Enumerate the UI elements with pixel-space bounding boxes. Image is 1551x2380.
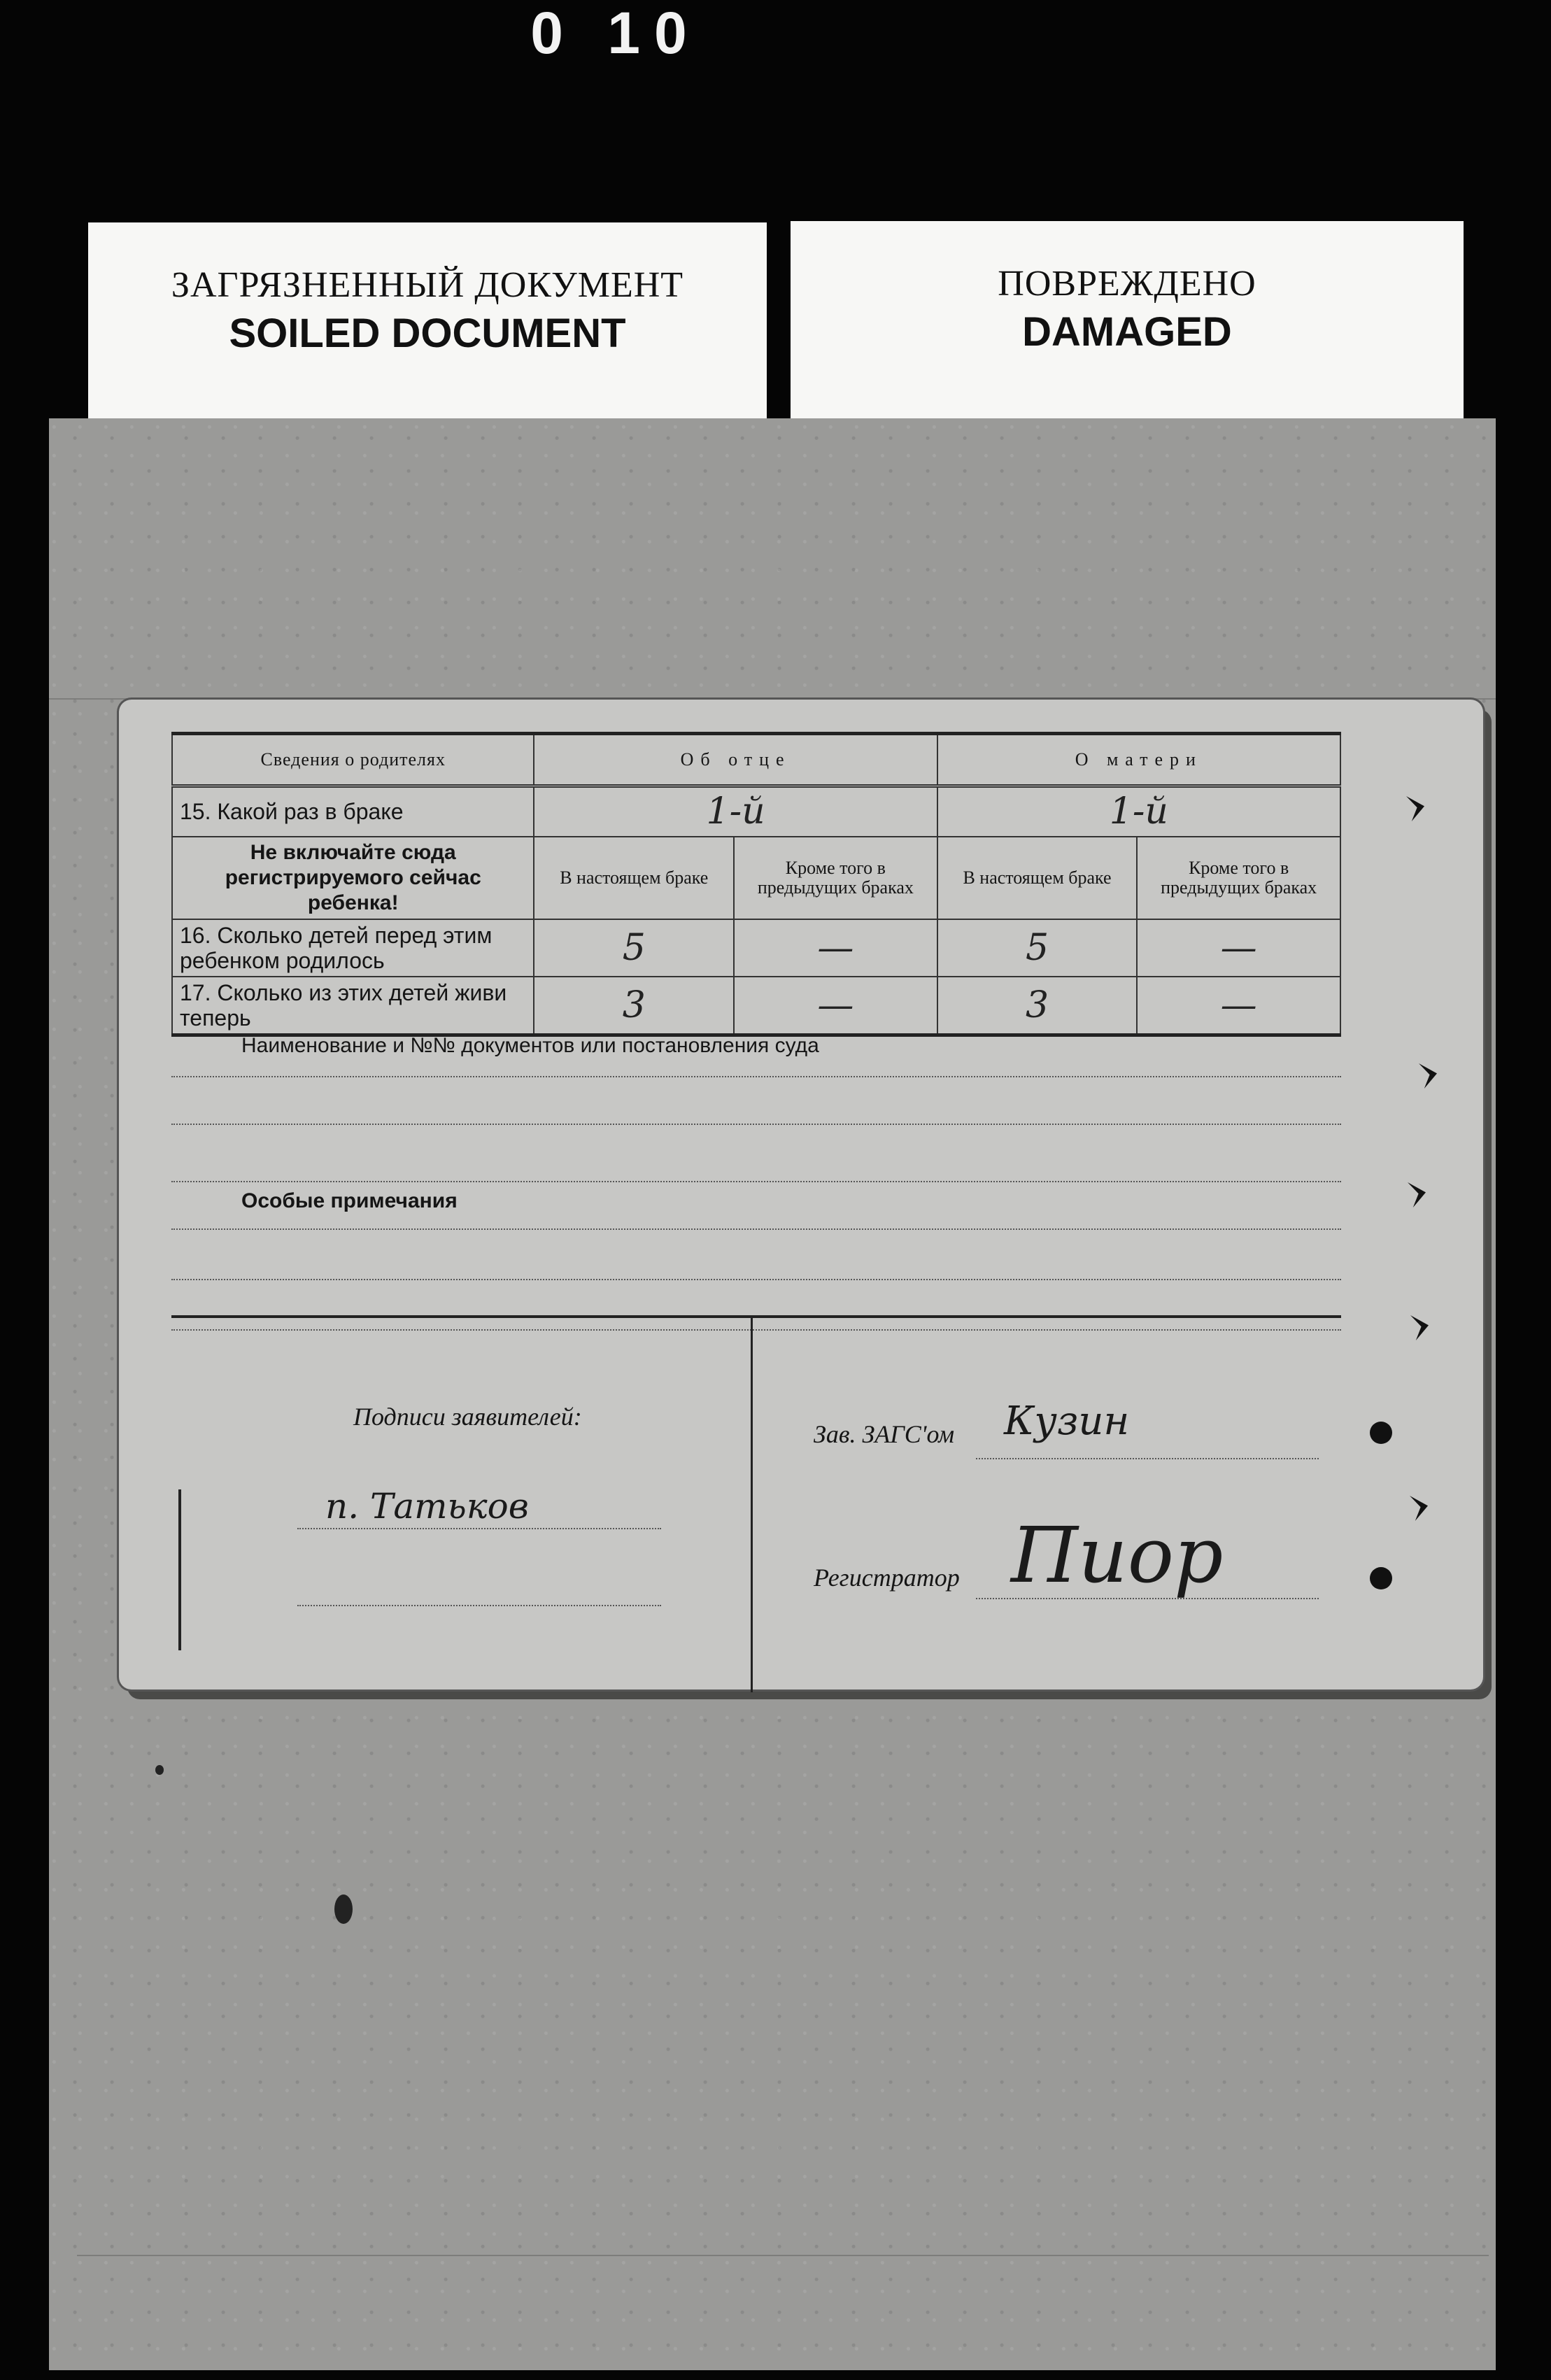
folder-fold — [49, 418, 1496, 700]
registrar-signature: Пиор — [1011, 1510, 1224, 1600]
punch-tear — [1410, 1496, 1428, 1521]
question-16: 16. Сколько детей перед этим ребенком родилось — [172, 919, 534, 977]
mother-marriage-count: 1-й — [937, 786, 1340, 837]
applicant-signature: п. Татьков — [325, 1486, 529, 1527]
registrar-label: Регистратор — [814, 1564, 960, 1592]
mother-children-alive-current: 3 — [937, 977, 1138, 1035]
mother-children-born-previous: — — [1137, 919, 1340, 977]
soiled-label-ru: ЗАГРЯЗНЕННЫЙ ДОКУМЕНТ — [171, 265, 684, 305]
punch-hole — [1370, 1422, 1392, 1444]
signature-divider — [751, 1318, 753, 1692]
father-children-alive-current: 3 — [534, 977, 734, 1035]
folder-edge-line — [77, 2255, 1489, 2256]
father-children-born-previous: — — [734, 919, 937, 977]
father-children-alive-previous: — — [734, 977, 937, 1035]
header-parents-info: Сведения о родителях — [172, 734, 534, 786]
remarks-section — [171, 1189, 1341, 1331]
mother-previous-marriages-header: Кроме того в предыдущих браках — [1137, 837, 1340, 919]
smudge-mark — [334, 1894, 353, 1924]
question-17: 17. Сколько из этих детей живи теперь — [172, 977, 534, 1035]
registration-card — [119, 700, 1483, 1690]
applicants-signatures-label: Подписи заявителей: — [353, 1403, 582, 1431]
punch-tear — [1419, 1063, 1437, 1089]
damaged-label-en: DAMAGED — [1022, 309, 1232, 355]
mother-children-alive-previous: — — [1137, 977, 1340, 1035]
signature-section — [171, 1315, 1341, 1692]
applicant-signature-line — [297, 1605, 661, 1606]
head-signature-line — [976, 1458, 1319, 1459]
exclude-note: Не включайте сюда регистрируемого сейчас ребенка! — [172, 837, 534, 919]
father-previous-marriages-header: Кроме того в предыдущих браках — [734, 837, 937, 919]
documents-line — [171, 1077, 1341, 1125]
mother-current-marriage-header: В настоящем браке — [937, 837, 1138, 919]
documents-line — [171, 1034, 1341, 1077]
header-father: Об отце — [534, 734, 937, 786]
table-row — [172, 837, 1340, 919]
header-mother: О матери — [937, 734, 1340, 786]
remarks-line — [171, 1230, 1341, 1280]
damaged-label-ru: ПОВРЕЖДЕНО — [998, 264, 1256, 304]
applicant-signature-line — [297, 1528, 661, 1529]
documents-section — [171, 1034, 1341, 1182]
soiled-label-en: SOILED DOCUMENT — [229, 311, 626, 356]
mother-children-born-current: 5 — [937, 919, 1138, 977]
smudge-mark — [155, 1765, 164, 1775]
remarks-line — [171, 1189, 1341, 1230]
documents-label: Наименование и №№ документов или постановления суда — [241, 1034, 819, 1057]
parents-info-table — [171, 732, 1341, 1037]
remarks-label: Особые примечания — [241, 1189, 458, 1212]
punch-tear — [1410, 1315, 1429, 1340]
father-marriage-count: 1-й — [534, 786, 937, 837]
table-row — [172, 977, 1340, 1035]
head-zags-label: Зав. ЗАГС'ом — [814, 1420, 955, 1448]
question-15: 15. Какой раз в браке — [172, 786, 534, 837]
punch-tear — [1406, 796, 1424, 821]
registrar-signature-line — [976, 1598, 1319, 1599]
father-current-marriage-header: В настоящем браке — [534, 837, 734, 919]
father-children-born-current: 5 — [534, 919, 734, 977]
punch-hole — [1370, 1567, 1392, 1589]
frame-number: 0 10 — [530, 0, 701, 66]
damaged-document-label — [791, 221, 1464, 420]
table-row — [172, 786, 1340, 837]
head-zags-signature: Кузин — [1004, 1398, 1130, 1444]
documents-line — [171, 1125, 1341, 1182]
table-header-row — [172, 734, 1340, 786]
signature-bracket — [178, 1489, 181, 1650]
soiled-document-label — [88, 222, 767, 422]
table-row — [172, 919, 1340, 977]
punch-tear — [1408, 1182, 1426, 1207]
